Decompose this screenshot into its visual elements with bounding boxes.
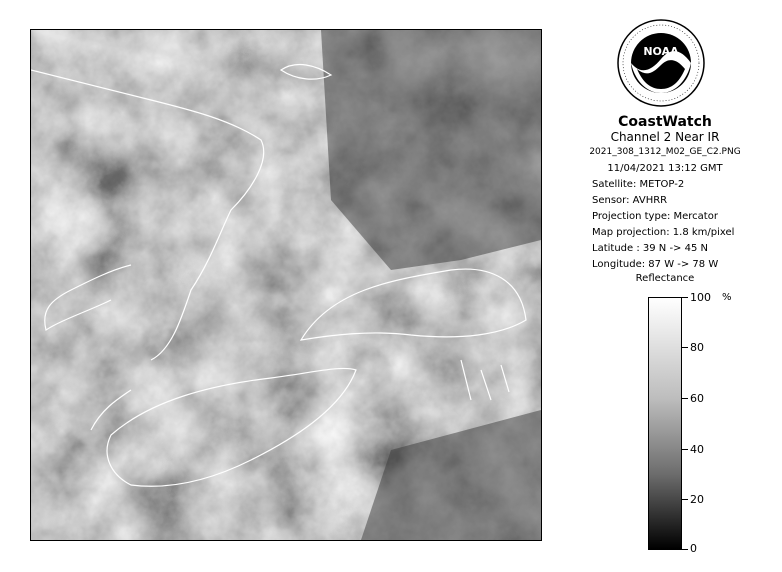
channel-label: Channel 2 Near IR	[610, 130, 720, 144]
colorbar-tick	[682, 297, 688, 298]
colorbar-tick	[682, 449, 688, 450]
sensor-info: Sensor: AVHRR	[592, 195, 668, 206]
colorbar-tick-label: 0	[690, 542, 697, 555]
colorbar-tick-label: 60	[690, 392, 704, 405]
satellite-image	[30, 29, 542, 541]
map-projection-info: Map projection: 1.8 km/pixel	[592, 227, 735, 238]
colorbar-tick-label: 40	[690, 443, 704, 456]
satellite-info: Satellite: METOP-2	[592, 179, 685, 190]
latitude-info: Latitude : 39 N -> 45 N	[592, 243, 708, 254]
colorbar-tick-label: 80	[690, 341, 704, 354]
colorbar-tick	[682, 499, 688, 500]
satellite-map-svg	[31, 30, 541, 540]
longitude-info: Longitude: 87 W -> 78 W	[592, 259, 719, 270]
file-name: 2021_308_1312_M02_GE_C2.PNG	[589, 147, 741, 157]
colorbar-tick-label: 100	[690, 291, 711, 304]
colorbar-tick	[682, 549, 688, 550]
colorbar-tick-label: 20	[690, 493, 704, 506]
colorbar-unit: %	[722, 292, 732, 303]
logo-text: NOAA	[643, 45, 679, 58]
colorbar-tick	[682, 398, 688, 399]
noaa-logo	[617, 19, 705, 107]
colorbar-title: Reflectance	[635, 273, 695, 284]
noaa-emblem	[617, 19, 705, 107]
projection-type-info: Projection type: Mercator	[592, 211, 718, 222]
date-time: 11/04/2021 13:12 GMT	[607, 163, 723, 174]
colorbar-tick	[682, 347, 688, 348]
reflectance-colorbar	[648, 297, 682, 550]
product-title: CoastWatch	[618, 114, 712, 130]
